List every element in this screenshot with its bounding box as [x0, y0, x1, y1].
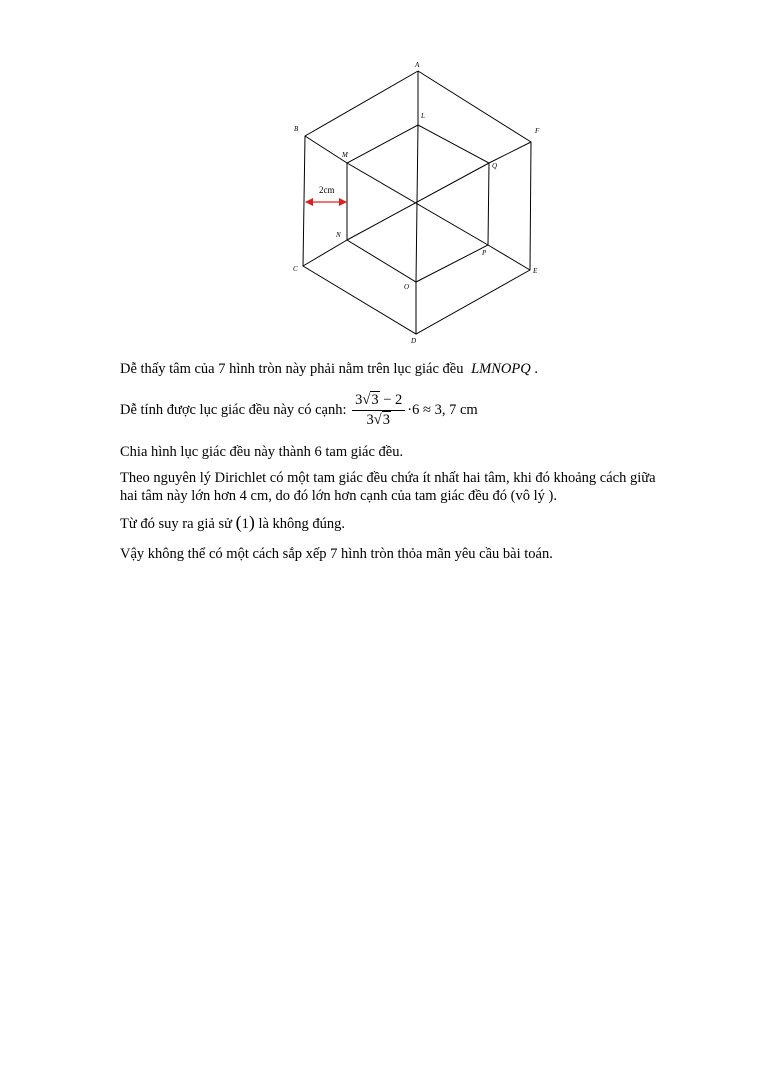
text-segment: Dễ tính được lục giác đều này có cạnh:	[120, 401, 347, 418]
vertex-label-P: P	[482, 249, 487, 257]
diagonal-N-Q	[347, 163, 489, 240]
paragraph-dirichlet	[120, 469, 656, 505]
vertex-label-B: B	[294, 125, 299, 133]
vertex-label-M: M	[342, 151, 348, 159]
text-segment: Dễ thấy tâm của 7 hình tròn này phải nằm trên lục giác đều	[120, 361, 464, 377]
paragraph-side-length	[120, 392, 478, 429]
text-line: hai tâm này lớn hơn 4 cm, do đó lớn hơn cạnh của tam giác đều đó (vô lý ).	[120, 488, 557, 504]
vertex-label-A: A	[415, 61, 420, 69]
vertex-label-D: D	[411, 337, 417, 345]
text-segment: Chia hình lục giác đều này thành 6 tam giác đều.	[120, 444, 404, 460]
text-line: Theo nguyên lý Dirichlet có một tam giác đều chứa ít nhất hai tâm, khi đó khoảng cách giữa	[120, 470, 656, 486]
paragraph-conclusion-assumption	[120, 513, 345, 533]
vertex-label-F: F	[535, 127, 540, 135]
hexagon-figure	[0, 0, 770, 360]
side-length-fraction	[352, 392, 405, 429]
vertex-label-N: N	[336, 231, 341, 239]
dimension-label: 2cm	[319, 185, 335, 195]
paragraph-hexagon-centers	[120, 360, 538, 378]
connector-B-M	[305, 136, 347, 163]
text-segment: Từ đó suy ra giả sử	[120, 516, 232, 532]
vertex-label-L: L	[421, 112, 425, 120]
vertex-label-Q: Q	[492, 162, 498, 170]
fraction-denominator: 3√3	[366, 412, 390, 428]
reference-number: (1)	[235, 512, 255, 532]
connector-C-N	[303, 240, 347, 266]
text-segment: ·6 ≈ 3, 7 cm	[407, 401, 478, 418]
text-segment: Vậy không thể có một cách sắp xếp 7 hình tròn thỏa mãn yêu cầu bài toán.	[120, 546, 553, 562]
connector-F-Q	[489, 142, 531, 163]
vertex-label-E: E	[533, 267, 538, 275]
text-segment: .	[534, 361, 538, 377]
text-segment: là không đúng.	[258, 516, 346, 532]
fraction-numerator: 3√3 − 2	[352, 392, 405, 411]
paragraph-final-conclusion	[120, 545, 553, 563]
hexagon-name: LMNOPQ	[471, 361, 531, 377]
vertex-label-C: C	[293, 265, 298, 273]
paragraph-divide-triangles	[120, 443, 403, 461]
connector-E-P	[488, 245, 530, 270]
vertex-label-O: O	[404, 283, 410, 291]
